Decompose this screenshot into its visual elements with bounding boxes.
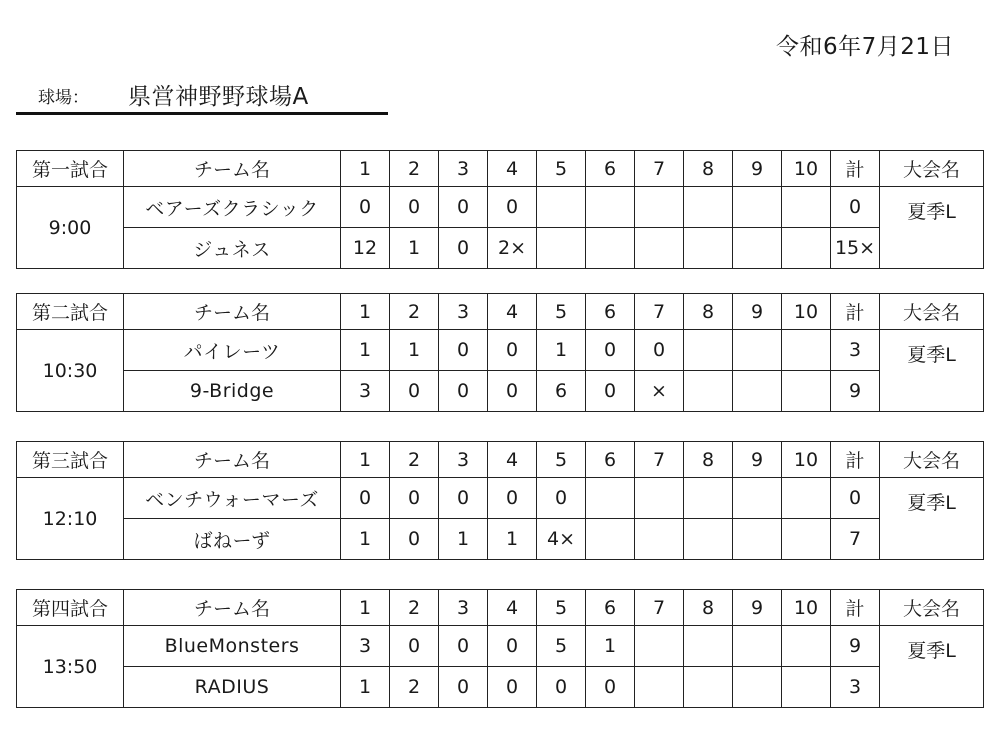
inning-header: 7 [635, 294, 684, 330]
total-score: 9 [831, 371, 880, 412]
inning-score: 0 [488, 330, 537, 371]
venue-name: 県営神野野球場A [128, 84, 309, 110]
inning-score [684, 667, 733, 708]
inning-score: 3 [341, 371, 390, 412]
inning-score: 4× [537, 519, 586, 560]
game-label: 第二試合 [17, 294, 124, 330]
inning-header: 7 [635, 442, 684, 478]
inning-score [684, 478, 733, 519]
inning-score [733, 371, 782, 412]
venue-header [16, 78, 388, 115]
inning-score [586, 519, 635, 560]
total-column-header: 計 [831, 442, 880, 478]
inning-score: 1 [390, 228, 439, 269]
inning-score [733, 330, 782, 371]
inning-header: 2 [390, 151, 439, 187]
inning-header: 7 [635, 151, 684, 187]
game-time: 13:50 [17, 626, 124, 708]
inning-score [684, 228, 733, 269]
inning-score [782, 330, 831, 371]
inning-header: 9 [733, 294, 782, 330]
inning-header: 4 [488, 442, 537, 478]
header-row [17, 151, 984, 187]
inning-score: 0 [586, 330, 635, 371]
inning-header: 8 [684, 590, 733, 626]
team-row [17, 478, 984, 519]
total-score: 7 [831, 519, 880, 560]
inning-score [733, 519, 782, 560]
inning-header: 8 [684, 294, 733, 330]
inning-score: 0 [390, 519, 439, 560]
team-row [17, 667, 984, 708]
inning-header: 10 [782, 442, 831, 478]
team-name: BlueMonsters [124, 626, 341, 667]
inning-header: 3 [439, 442, 488, 478]
inning-score: 0 [439, 330, 488, 371]
inning-score: 0 [390, 478, 439, 519]
tournament-column-header: 大会名 [880, 590, 984, 626]
total-score: 0 [831, 478, 880, 519]
team-row [17, 228, 984, 269]
inning-header: 6 [586, 442, 635, 478]
inning-score: 1 [341, 330, 390, 371]
total-column-header: 計 [831, 151, 880, 187]
inning-header: 6 [586, 151, 635, 187]
inning-score [782, 667, 831, 708]
inning-score [537, 187, 586, 228]
tournament-name: 夏季L [880, 478, 984, 560]
inning-score: 0 [439, 667, 488, 708]
inning-score: 0 [439, 228, 488, 269]
game-time: 12:10 [17, 478, 124, 560]
header-row [17, 442, 984, 478]
inning-score: 1 [390, 330, 439, 371]
game-table [16, 293, 984, 412]
inning-header: 10 [782, 151, 831, 187]
inning-header: 3 [439, 294, 488, 330]
inning-score: 0 [488, 371, 537, 412]
inning-score [684, 187, 733, 228]
tournament-column-header: 大会名 [880, 294, 984, 330]
inning-header: 1 [341, 590, 390, 626]
inning-header: 1 [341, 151, 390, 187]
total-score: 15× [831, 228, 880, 269]
game-table [16, 441, 984, 560]
total-score: 9 [831, 626, 880, 667]
inning-score [733, 478, 782, 519]
inning-score: 5 [537, 626, 586, 667]
inning-header: 2 [390, 294, 439, 330]
inning-score [635, 228, 684, 269]
inning-score [733, 228, 782, 269]
inning-header: 8 [684, 442, 733, 478]
inning-score [586, 478, 635, 519]
inning-header: 4 [488, 151, 537, 187]
inning-header: 5 [537, 151, 586, 187]
inning-header: 4 [488, 590, 537, 626]
inning-score: 0 [586, 371, 635, 412]
tournament-name: 夏季L [880, 330, 984, 412]
inning-score: 0 [488, 478, 537, 519]
inning-header: 9 [733, 442, 782, 478]
team-name: ベアーズクラシック [124, 187, 341, 228]
team-column-header: チーム名 [124, 294, 341, 330]
team-name: ジュネス [124, 228, 341, 269]
inning-score: 1 [537, 330, 586, 371]
team-name: ベンチウォーマーズ [124, 478, 341, 519]
inning-score: 0 [439, 371, 488, 412]
inning-score: 2× [488, 228, 537, 269]
header-row [17, 294, 984, 330]
inning-header: 2 [390, 590, 439, 626]
inning-score [733, 626, 782, 667]
team-name: 9-Bridge [124, 371, 341, 412]
inning-header: 2 [390, 442, 439, 478]
inning-score [635, 667, 684, 708]
game-label: 第四試合 [17, 590, 124, 626]
inning-score: 1 [341, 519, 390, 560]
game-time: 10:30 [17, 330, 124, 412]
total-score: 3 [831, 667, 880, 708]
inning-header: 3 [439, 151, 488, 187]
inning-score [733, 667, 782, 708]
inning-score [635, 478, 684, 519]
inning-score: 0 [537, 667, 586, 708]
game-table [16, 150, 984, 269]
inning-score [684, 626, 733, 667]
total-column-header: 計 [831, 294, 880, 330]
inning-score: 0 [341, 187, 390, 228]
inning-score: 1 [439, 519, 488, 560]
inning-score [586, 228, 635, 269]
inning-score [635, 187, 684, 228]
inning-header: 4 [488, 294, 537, 330]
inning-score: 0 [390, 187, 439, 228]
inning-header: 9 [733, 151, 782, 187]
total-column-header: 計 [831, 590, 880, 626]
inning-score: 3 [341, 626, 390, 667]
inning-header: 10 [782, 294, 831, 330]
inning-header: 7 [635, 590, 684, 626]
inning-score [733, 187, 782, 228]
team-name: RADIUS [124, 667, 341, 708]
team-row [17, 519, 984, 560]
inning-score [684, 330, 733, 371]
team-row [17, 626, 984, 667]
inning-score: 0 [439, 626, 488, 667]
inning-score: 0 [488, 667, 537, 708]
inning-score: 0 [586, 667, 635, 708]
total-score: 0 [831, 187, 880, 228]
inning-score [635, 626, 684, 667]
inning-score [782, 519, 831, 560]
inning-header: 9 [733, 590, 782, 626]
date: 令和6年7月21日 [775, 34, 954, 60]
inning-score [782, 626, 831, 667]
inning-score: 0 [439, 478, 488, 519]
inning-score [782, 228, 831, 269]
inning-header: 6 [586, 294, 635, 330]
inning-score: 1 [341, 667, 390, 708]
inning-score [684, 371, 733, 412]
tournament-name: 夏季L [880, 626, 984, 708]
inning-header: 10 [782, 590, 831, 626]
game-table [16, 589, 984, 708]
inning-score [684, 519, 733, 560]
inning-header: 3 [439, 590, 488, 626]
team-row [17, 330, 984, 371]
inning-score: 12 [341, 228, 390, 269]
inning-score: 0 [390, 626, 439, 667]
inning-score [782, 371, 831, 412]
inning-score [537, 228, 586, 269]
total-score: 3 [831, 330, 880, 371]
team-column-header: チーム名 [124, 442, 341, 478]
inning-score: 1 [586, 626, 635, 667]
inning-score [782, 187, 831, 228]
inning-header: 5 [537, 442, 586, 478]
inning-header: 5 [537, 294, 586, 330]
header-row [17, 590, 984, 626]
game-label: 第三試合 [17, 442, 124, 478]
team-column-header: チーム名 [124, 151, 341, 187]
team-row [17, 187, 984, 228]
inning-score: 0 [488, 626, 537, 667]
inning-score: 1 [488, 519, 537, 560]
inning-header: 8 [684, 151, 733, 187]
venue-label: 球場： [38, 88, 89, 108]
team-name: ばねーず [124, 519, 341, 560]
inning-score: × [635, 371, 684, 412]
inning-score: 0 [488, 187, 537, 228]
inning-score: 2 [390, 667, 439, 708]
inning-header: 5 [537, 590, 586, 626]
game-label: 第一試合 [17, 151, 124, 187]
tournament-column-header: 大会名 [880, 442, 984, 478]
inning-score: 6 [537, 371, 586, 412]
inning-score [635, 519, 684, 560]
inning-score [586, 187, 635, 228]
inning-header: 6 [586, 590, 635, 626]
inning-score: 0 [439, 187, 488, 228]
inning-score: 0 [341, 478, 390, 519]
inning-header: 1 [341, 442, 390, 478]
inning-header: 1 [341, 294, 390, 330]
team-column-header: チーム名 [124, 590, 341, 626]
tournament-column-header: 大会名 [880, 151, 984, 187]
inning-score [782, 478, 831, 519]
tournament-name: 夏季L [880, 187, 984, 269]
game-time: 9:00 [17, 187, 124, 269]
inning-score: 0 [537, 478, 586, 519]
inning-score: 0 [390, 371, 439, 412]
team-row [17, 371, 984, 412]
inning-score: 0 [635, 330, 684, 371]
team-name: パイレーツ [124, 330, 341, 371]
